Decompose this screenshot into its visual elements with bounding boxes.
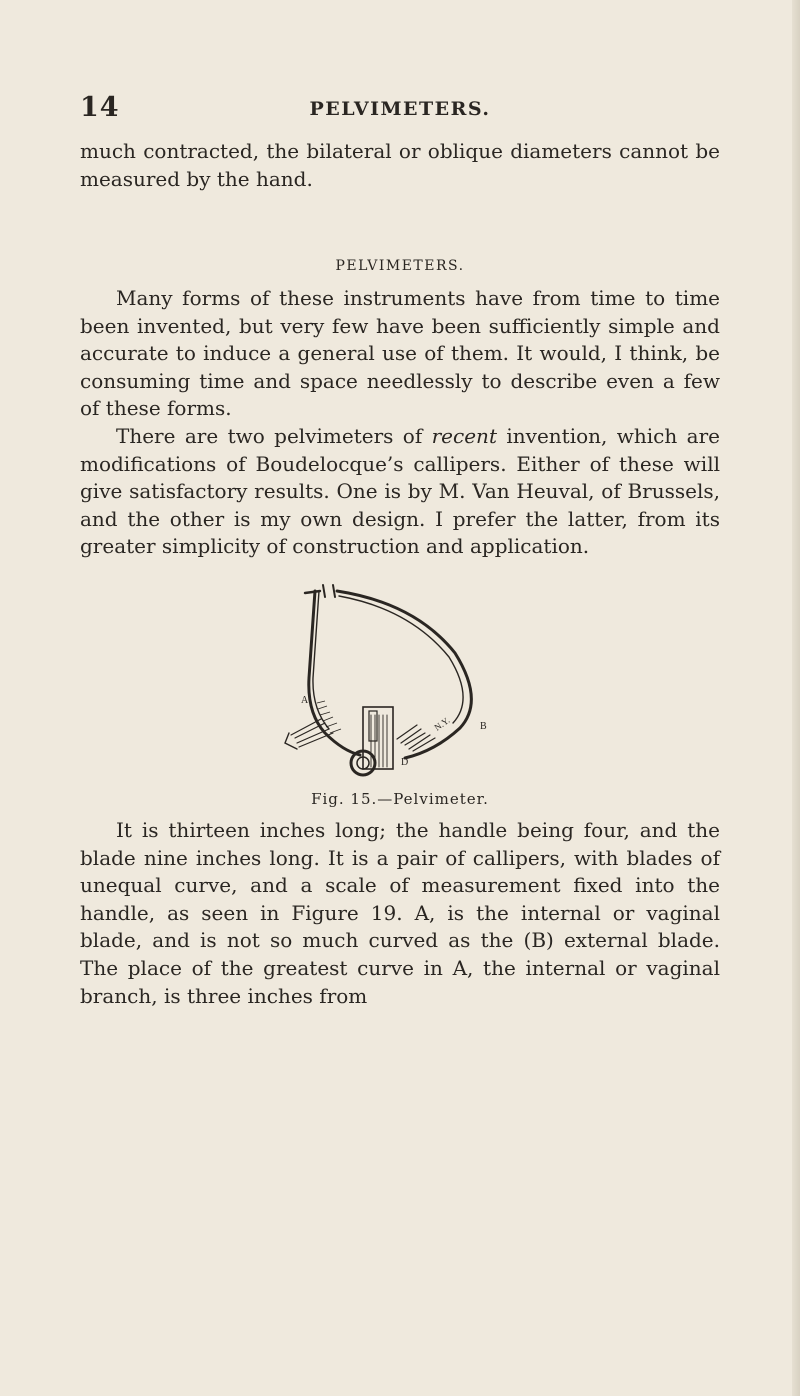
paragraph-2: Many forms of these instruments have from time to time been invented, but very few have been sufficiently simple and accurate to induce a general use of them. It would, I think, be consuming time and space needlessly to describe even a few of these forms. xyxy=(80,286,720,421)
page-number: 14 xyxy=(80,92,120,123)
page-edge xyxy=(792,0,800,1396)
label-b: B xyxy=(480,721,487,732)
maker-stamp: N.Y. xyxy=(432,715,452,733)
section-heading: PELVIMETERS. xyxy=(335,258,465,274)
paragraph-3-text-start: There are two pelvimeters of xyxy=(116,424,432,448)
page-header xyxy=(80,92,720,122)
pelvimeter-illustration xyxy=(255,583,585,778)
paragraph-3-emphasis: recent xyxy=(431,424,497,448)
paragraph-3 xyxy=(80,423,720,561)
blade-b xyxy=(337,591,471,758)
running-head: PELVIMETERS. xyxy=(309,98,491,120)
label-a: A xyxy=(301,695,309,706)
pelvimeter-figure xyxy=(255,583,585,778)
paragraph-1: much contracted, the bilateral or oblique diameters cannot be measured by the hand. xyxy=(80,139,720,191)
paragraph-3-text-end: invention, which are modifications of Boudelocque’s callipers. Either of these will give satisfactory results. One is by M. Van Heuval, of Brussels, and the other is my own design. I prefer the latter, from its greater simplicity of construction and application. xyxy=(80,424,720,559)
label-d: D xyxy=(401,757,409,768)
paragraph-4: It is thirteen inches long; the handle being four, and the blade nine inches long. It is a pair of callipers, with blades of unequal curve, and a scale of measurement fixed into the handle, as seen in Figure 19. A, is the internal or vaginal blade, and is not so much curved as the (B) external blade. The place of the greatest curve in A, the internal or vaginal branch, is three inches from xyxy=(80,818,720,1008)
figure-caption: Fig. 15.—Pelvimeter. xyxy=(311,790,489,808)
blade-a xyxy=(309,591,360,755)
